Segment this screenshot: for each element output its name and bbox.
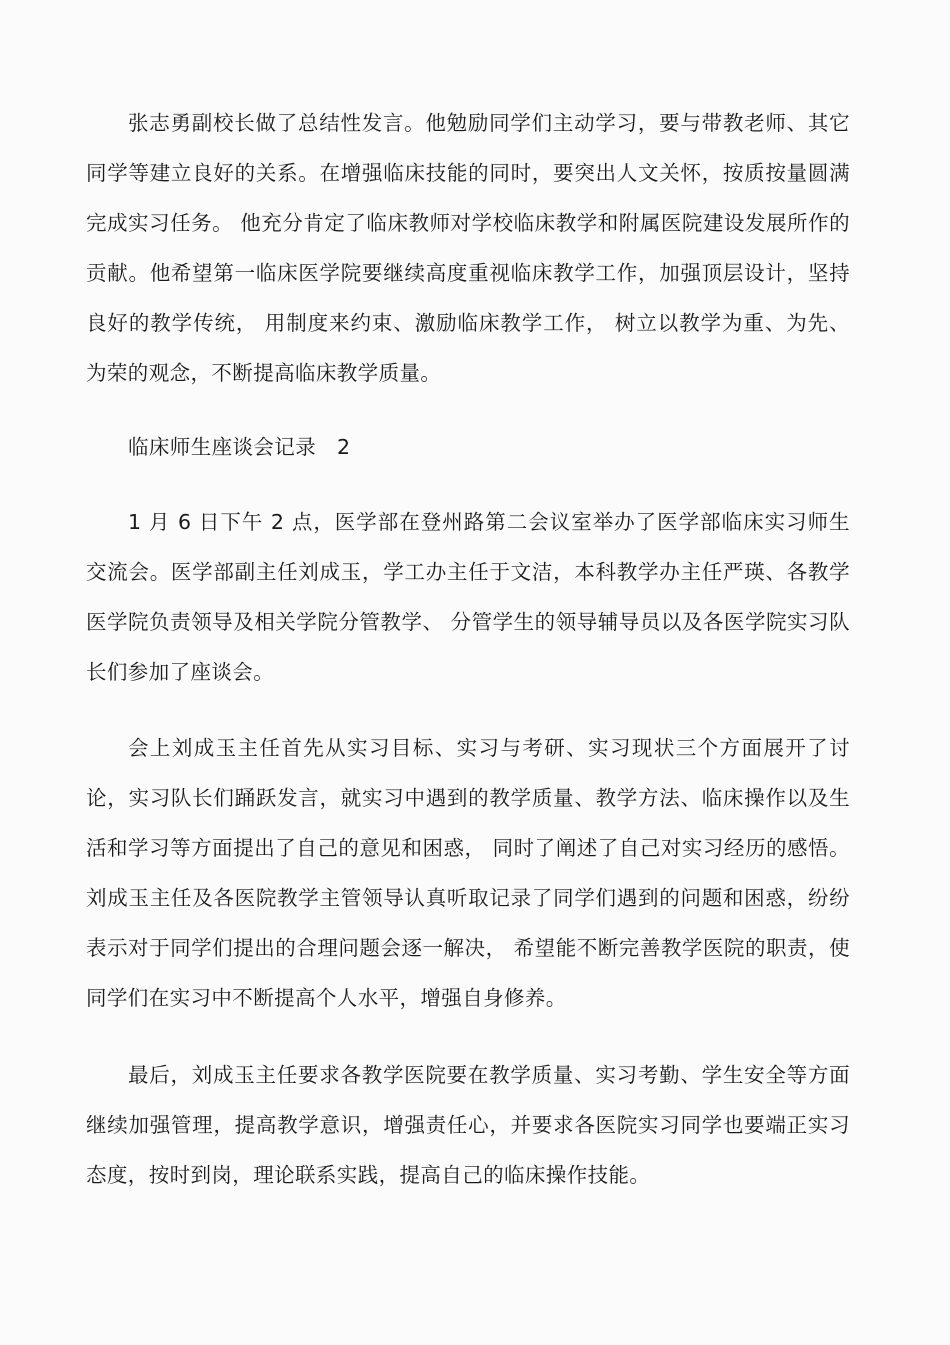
paragraph-conclusion: 最后，刘成玉主任要求各教学医院要在教学质量、实习考勤、学生安全等方面继续加强管理，提高教学意识，增强责任心，并要求各医院实习同学也要端正实习态度，按时到岗，理论联系实践，提高自己的临床操作技能。 bbox=[86, 1063, 850, 1187]
section-heading: 临床师生座谈会记录 2 bbox=[128, 435, 351, 459]
document-body bbox=[86, 98, 850, 1200]
paragraph-discussion: 会上刘成玉主任首先从实习目标、实习与考研、实习现状三个方面展开了讨论，实习队长们踊跃发言，就实习中遇到的教学质量、教学方法、临床操作以及生活和学习等方面提出了自己的意见和困惑， 同时了阐述了自己对实习经历的感悟。刘成玉主任及各医院教学主管领导认真听取记录了同学们遇到的问题和困惑，纷纷表示对于同学们提出的合理问题会逐一解决， 希望能不断完善教学医院的职责，使同学们在实习中不断提高个人水平，增强自身修养。 bbox=[86, 736, 850, 1010]
paragraph-meeting-intro: 1 月 6 日下午 2 点，医学部在登州路第二会议室举办了医学部临床实习师生交流会。医学部副主任刘成玉，学工办主任于文洁，本科教学办主任严瑛、各教学医学院负责领导及相关学院分管教学、 分管学生的领导辅导员以及各医学院实习队长们参加了座谈会。 bbox=[86, 510, 850, 684]
paragraph-closing-speech: 张志勇副校长做了总结性发言。他勉励同学们主动学习，要与带教老师、其它同学等建立良好的关系。在增强临床技能的同时，要突出人文关怀，按质按量圆满完成实习任务。 他充分肯定了临床教师对学校临床教学和附属医院建设发展所作的贡献。他希望第一临床医学院要继续高度重视临床教学工作，加强顶层设计，坚持良好的教学传统， 用制度来约束、激励临床教学工作， 树立以教学为重、为先、为荣的观念，不断提高临床教学质量。 bbox=[86, 111, 850, 385]
